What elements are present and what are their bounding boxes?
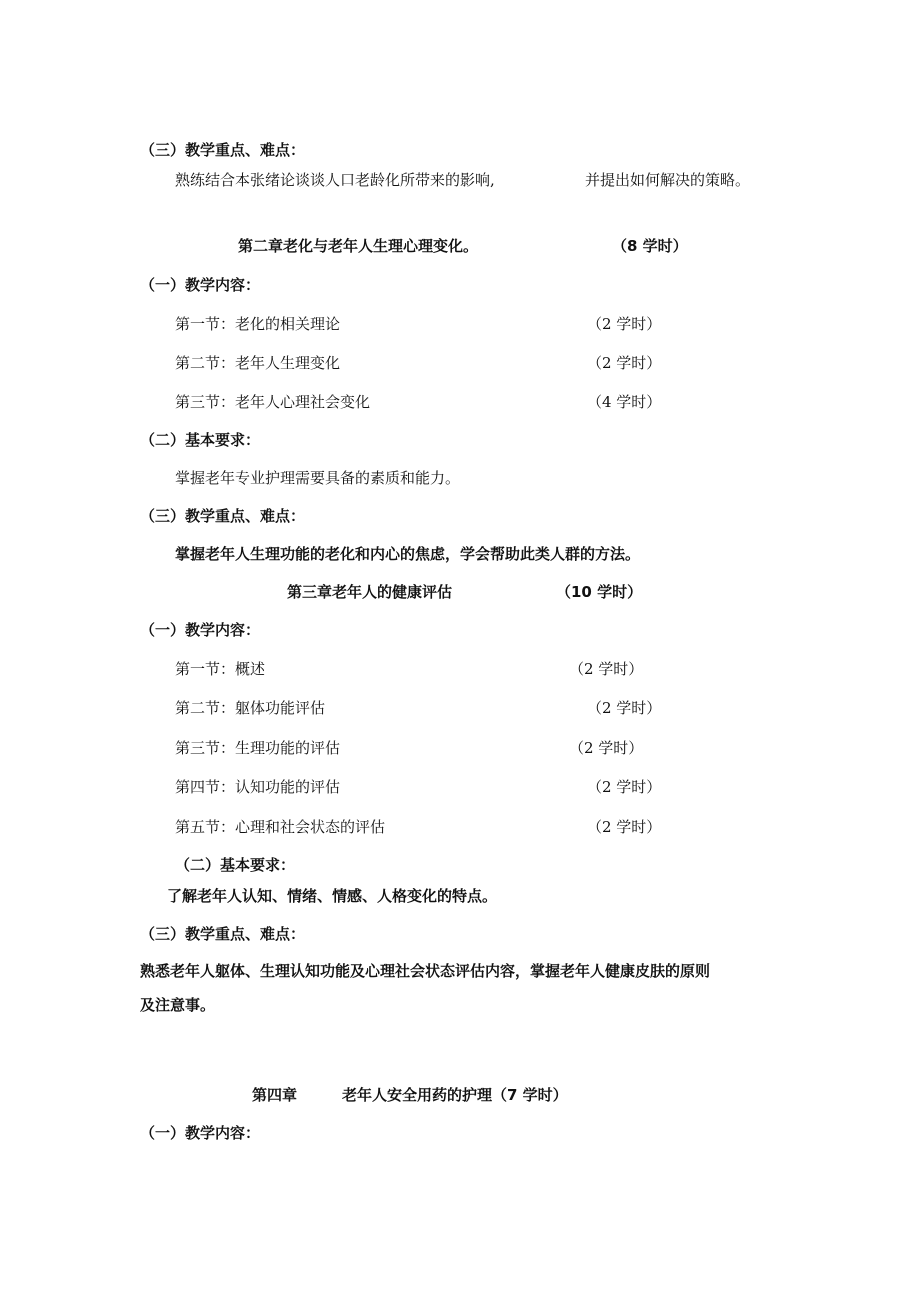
ch2-section-hours: （2 学时） [587,315,662,333]
ch3-section-label: 第二节：躯体功能评估 [175,699,326,717]
ch3-section-label: 第五节：心理和社会状态的评估 [175,818,386,836]
ch3-req-text: 了解老年人认知、情绪、情感、人格变化的特点。 [167,887,498,905]
ch3-title: 第三章老年人的健康评估 [287,583,453,601]
ch2-title: 第二章老化与老年人生理心理变化。 [238,237,479,255]
ch2-section-label: 第一节：老化的相关理论 [175,315,341,333]
ch2-req-text: 掌握老年专业护理需要具备的素质和能力。 [175,469,461,487]
ch2-section-hours: （4 学时） [587,393,662,411]
ch1-focus-text-a: 熟练结合本张绪论谈谈人口老龄化所带来的影响, [175,171,495,189]
ch3-focus-text-2: 及注意事。 [140,996,216,1014]
ch2-section-label: 第二节：老年人生理变化 [175,354,341,372]
ch2-section-hours: （2 学时） [587,354,662,372]
ch2-focus-text: 掌握老年人生理功能的老化和内心的焦虑，学会帮助此类人群的方法。 [175,545,641,563]
ch3-req-heading: （二）基本要求： [175,856,296,874]
ch3-section-hours: （2 学时） [587,778,662,796]
ch2-section-label: 第三节：老年人心理社会变化 [175,393,371,411]
ch3-content-heading: （一）教学内容： [140,621,261,639]
ch3-section-hours: （2 学时） [587,818,662,836]
ch2-content-heading: （一）教学内容： [140,276,261,294]
ch2-focus-heading: （三）教学重点、难点： [140,507,306,525]
ch4-title-a: 第四章 [252,1086,298,1104]
ch3-focus-text-1: 熟悉老年人躯体、生理认知功能及心理社会状态评估内容，掌握老年人健康皮肤的原则 [140,962,711,980]
ch2-hours: （8 学时） [612,237,688,255]
ch2-req-heading: （二）基本要求： [140,431,261,449]
ch3-section-hours: （2 学时） [587,699,662,717]
ch1-focus-heading: （三）教学重点、难点： [140,141,306,159]
ch3-section-label: 第四节：认知功能的评估 [175,778,341,796]
ch4-title-b: 老年人安全用药的护理（7 学时） [342,1086,568,1104]
ch3-section-label: 第三节：生理功能的评估 [175,739,341,757]
ch3-hours: （10 学时） [556,583,643,601]
ch4-content-heading: （一）教学内容： [140,1124,261,1142]
ch3-section-hours: （2 学时） [569,660,644,678]
ch3-focus-heading: （三）教学重点、难点： [140,925,306,943]
ch1-focus-text-b: 并提出如何解决的策略。 [585,171,751,189]
ch3-section-hours: （2 学时） [569,739,644,757]
ch3-section-label: 第一节：概述 [175,660,266,678]
